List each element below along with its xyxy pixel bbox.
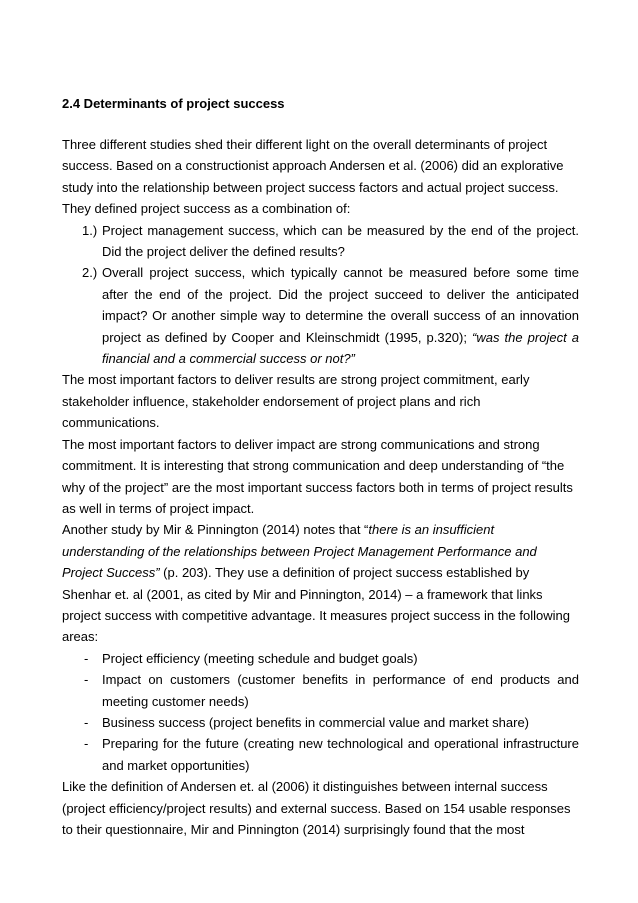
numbered-item-text: Overall project success, which typically cannot be measured before some time after the end of the project. Did the project succeed to deliver the anticipated impact? Or another simple way to determine the overall success of an innovation project as defined by Cooper and Kleinschmidt (1995, p.320); [102, 265, 579, 345]
dashed-item-2 [62, 669, 579, 712]
list-dash: - [84, 672, 89, 688]
dashed-item-3 [62, 712, 579, 733]
section-body [62, 134, 579, 840]
dashed-item-text: Preparing for the future (creating new technological and operational infrastructure and market opportunities) [102, 736, 579, 773]
intro-paragraph: Three different studies shed their different light on the overall determinants of project success. Based on a constructionist approach Andersen et al. (2006) did an explorative study into the relationship between project success factors and actual project success. They defined project success as a combination of: [62, 137, 564, 217]
dashed-item-text: Project efficiency (meeting schedule and budget goals) [102, 650, 418, 666]
mir-text-post: (p. 203). They use a definition of project success established by Shenhar et. al (2001, as cited by Mir and Pinnington, 2014) – a framework that links project success with competitive advantage. It measures project success in the following areas: [62, 565, 570, 645]
section-heading: 2.4 Determinants of project success [62, 96, 285, 111]
dashed-item-4 [62, 733, 579, 776]
numbered-item-1 [62, 220, 579, 263]
mir-text-pre: Another study by Mir & Pinnington (2014) notes that “ [62, 522, 369, 538]
numbered-item-2 [62, 262, 579, 369]
mir-paragraph [62, 519, 579, 647]
numbered-item-text: Project management success, which can be measured by the end of the project. Did the project deliver the defined results? [102, 222, 579, 260]
list-dash: - [84, 736, 89, 752]
dashed-item-text: Impact on customers (customer benefits in performance of end products and meeting customer needs) [102, 672, 579, 709]
dashed-item-text: Business success (project benefits in commercial value and market share) [102, 714, 530, 730]
list-dash: - [84, 714, 89, 730]
list-number: 1.) [82, 222, 98, 238]
closing-paragraph: Like the definition of Andersen et. al (2006) it distinguishes between internal success (project efficiency/project results) and external success. Based on 154 usable responses to their questionnaire, Mir and Pinnington (2014) surprisingly found that the most [62, 779, 571, 837]
mir-quote: there is an insufficient understanding of the relationships between Project Management Performance and Project Success” [62, 522, 537, 581]
cooper-quote: “was the project a financial and a commercial success or not?” [102, 329, 579, 367]
list-dash: - [84, 650, 89, 666]
impact-paragraph: The most important factors to deliver impact are strong communications and strong commitment. It is interesting that strong communication and deep understanding of “the why of the project” are the most important success factors both in terms of project results as well in terms of project impact. [62, 436, 573, 516]
list-number: 2.) [82, 265, 98, 281]
results-paragraph: The most important factors to deliver results are strong project commitment, early stakeholder influence, stakeholder endorsement of project plans and rich communications. [62, 372, 530, 431]
dashed-item-1 [62, 648, 579, 669]
